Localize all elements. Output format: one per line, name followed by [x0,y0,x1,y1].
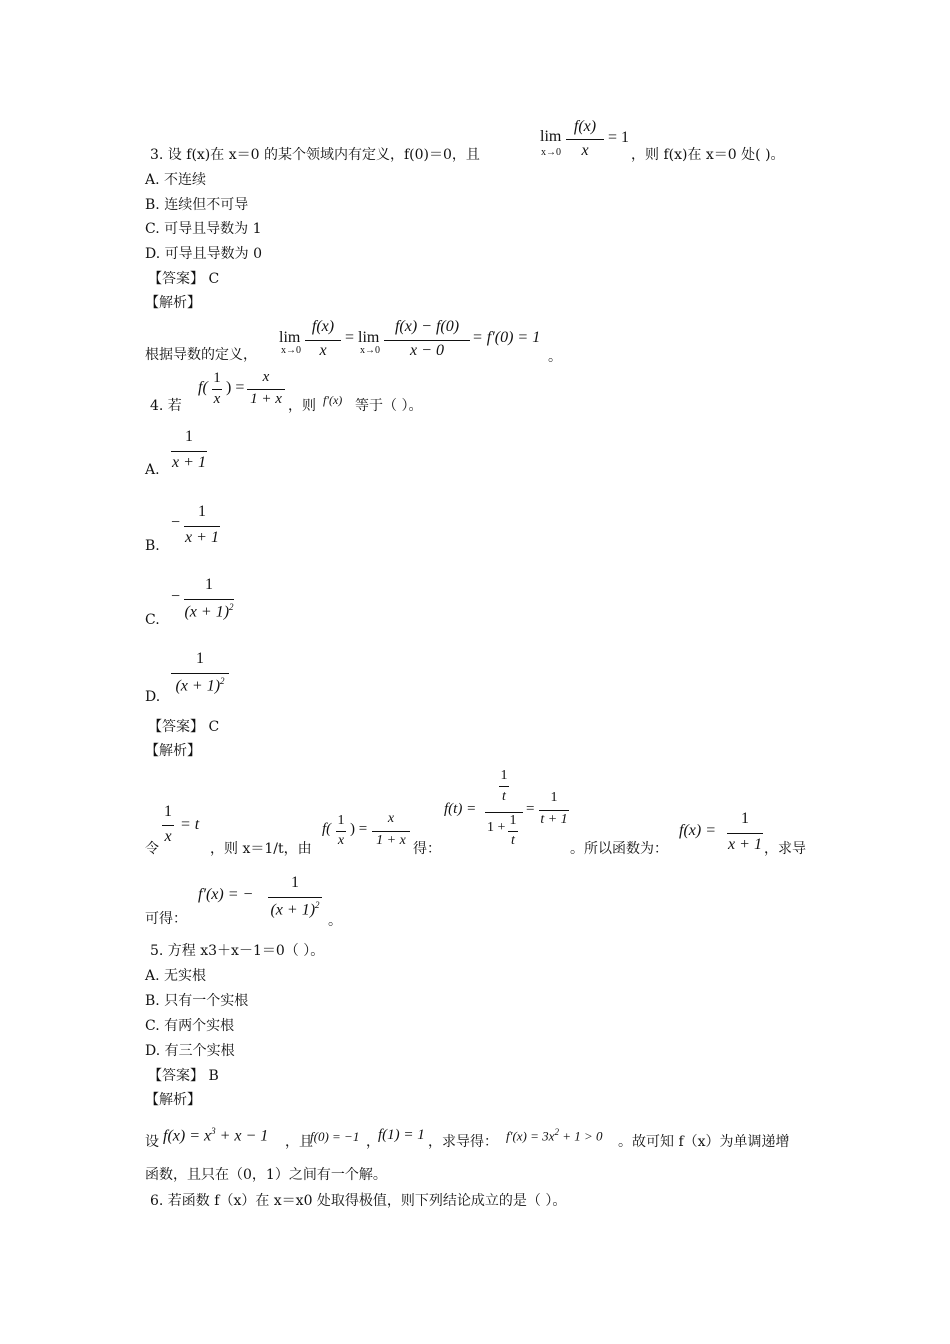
q5-option-b: B. 只有一个实根 [145,993,249,1009]
q4-stem-x: x [213,391,221,407]
q5-exp-f0: f(0) = −1 [310,1129,360,1144]
q4-option-a-den: x + 1 [172,454,206,471]
q4-exp-rnum: x [387,811,395,826]
q4-exp-x: x [164,828,172,845]
q3-cond-bar [566,139,604,140]
q3-answer: 【答案】 C [148,271,220,287]
q3-cond-lim: lim [540,128,562,145]
q3-stem-prefix: 3. 设 f(x)在 x＝0 的某个领域内有定义，f(0)＝0，且 [150,147,480,163]
q4-stem-close: ) = [226,379,245,396]
q4-option-a-bar [171,451,207,452]
q4-exp-mid4: ，求导 [764,841,806,857]
q4-exp-onep: 1 + [487,820,506,835]
q4-option-b-minus: − [171,514,181,531]
q4-option-d-exp: 2 [220,676,225,686]
q4-exp-fpx: f′(x) = − [198,886,254,903]
q4-option-d-bar [171,673,229,674]
q3-analysis-label: 【解析】 [145,295,201,311]
q4-stem-fprime: f′(x) [323,393,343,407]
q4-exp-mid2: 得： [413,841,441,857]
q4-exp-fx: f(x) = [679,822,716,839]
q4-stem-prefix: 4. 若 [150,398,182,414]
q3-cond-num: f(x) [573,118,597,135]
q5-option-a: A. 无实根 [145,968,207,984]
q3-stem-suffix: ，则 f(x)在 x＝0 处( )。 [631,147,785,163]
q5-exp-conc2: 函数，且只在（0，1）之间有一个解。 [145,1167,387,1183]
q4-ling: 令 [145,841,159,857]
q4-exp-den-bar [508,831,518,832]
q6-stem: 6. 若函数 f（x）在 x＝x0 处取得极值，则下列结论成立的是（ ）。 [150,1193,567,1209]
q3-option-d: D. 可导且导数为 0 [145,246,262,262]
q3-exp-num2: f(x) − f(0) [394,318,460,335]
q4-option-c-label: C. [145,612,160,628]
q5-answer: 【答案】 B [148,1068,219,1084]
q5-option-c: C. 有两个实根 [145,1018,235,1034]
q3-option-c: C. 可导且导数为 1 [145,221,262,237]
q4-exp-fpx-bar [268,897,322,898]
q4-stem-rnum: x [262,369,270,385]
q4-stem-bar2 [247,389,285,390]
q4-exp-teq: = t [180,816,200,833]
q5-option-d: D. 有三个实根 [145,1043,235,1059]
q4-option-c-num: 1 [205,576,213,593]
q4-exp-bar-t [162,825,174,826]
q4-exp-x2: x [337,833,345,848]
q3-exp-num1: f(x) [311,318,335,335]
q4-exp-fpx-den: $(x + 1)^2$ [270,900,320,919]
q4-exp-ft: f(t) = [444,801,477,817]
q4-exp-kede: 可得： [145,911,187,927]
q4-exp-fx-num: 1 [741,810,749,827]
q3-exp-suffix: 。 [548,349,562,365]
q4-exp-fpx-exp: 2 [315,900,320,910]
q4-option-b-bar [184,526,220,527]
q4-stem-bar1 [212,389,222,390]
q5-stem: 5. 方程 x3＋x－1＝0（ ）。 [150,943,325,959]
q4-option-c-den: $(x + 1)^2$ [184,602,234,621]
q4-option-d-label: D. [145,689,161,705]
q4-option-c-bar [184,599,234,600]
q3-option-b: B. 连续但不可导 [145,197,249,213]
q4-exp-fx-bar [727,833,763,834]
q3-exp-lim1: lim [279,329,301,346]
q4-exp-fpx-num: 1 [291,874,299,891]
q4-stem-mid: ，则 [288,398,316,414]
q4-exp-close: ) = [350,821,368,837]
q5-exp-fp: $f'(x) = 3x^2 + 1 > 0$ [506,1127,603,1144]
q3-exp-lim2: lim [358,329,380,346]
q5-analysis-label: 【解析】 [145,1092,201,1108]
q3-exp-den2: x − 0 [410,342,444,359]
q4-exp-bar3 [372,831,410,832]
q4-exp-inner-one: 1 [500,768,508,783]
q4-option-d-num: 1 [196,650,204,667]
q5-exp-conc1: 。故可知 f（x）为单调递增 [618,1134,790,1150]
q3-exp-sub1: x→0 [281,345,301,356]
q4-option-c-exp: 2 [229,602,234,612]
q4-answer: 【答案】 C [148,719,220,735]
q3-cond-sub: x→0 [541,147,561,158]
q3-exp-rhs: = f′(0) = 1 [472,329,541,346]
q3-cond-rhs: = 1 [608,129,630,146]
q4-exp-rbar [539,810,569,811]
q4-option-c-minus: − [171,588,181,605]
q4-exp-end: 。 [328,913,342,929]
q4-stem-f: f( [198,379,208,396]
q3-exp-sub2: x→0 [360,345,380,356]
q5-exp-and: ，且 [285,1134,313,1150]
q4-stem-suffix: 等于（ ）。 [355,398,423,414]
q5-exp-she: 设 [145,1134,159,1150]
q4-analysis-label: 【解析】 [145,743,201,759]
q4-stem-rden: 1 + x [250,391,282,407]
q4-option-b-den: x + 1 [185,529,219,546]
q4-exp-rden: 1 + x [376,833,406,848]
q5-exp-fx: $f(x) = x^3 + x - 1$ [163,1126,269,1145]
q3-exp-eq: = [345,329,355,346]
q4-option-b-label: B. [145,538,160,554]
q4-exp-bar2 [336,831,346,832]
q4-exp-teq2: = [526,801,535,817]
q4-stem-one: 1 [213,370,221,386]
q3-exp-bar1 [305,340,341,341]
q5-exp-qiu: ，求导得： [428,1134,498,1150]
q4-exp-inner-t: t [502,789,506,804]
q4-exp-one2: 1 [337,813,345,828]
q4-exp-rden2: t + 1 [540,812,568,827]
q3-cond-den: x [581,142,589,159]
q4-exp-mid3: 。所以函数为： [570,841,668,857]
q4-option-b-num: 1 [198,503,206,520]
q4-exp-inner-bar [499,786,509,787]
q4-option-a-label: A. [145,462,160,478]
q4-option-a-num: 1 [185,428,193,445]
q4-exp-den-one: 1 [509,813,517,828]
q5-exp-f1: f(1) = 1 [378,1127,425,1143]
q4-exp-den-t: t [511,833,515,848]
q4-exp-mid1: ，则 x＝1/t，由 [210,841,312,857]
q3-exp-den1: x [319,342,327,359]
q4-option-d-den: $(x + 1)^2$ [175,676,225,695]
q3-exp-bar2 [384,340,470,341]
q5-exp-fp-exp: 2 [554,1127,559,1137]
q5-exp-fx-exp: 3 [211,1126,216,1136]
q4-exp-f: f( [322,821,332,837]
q4-exp-fx-den: x + 1 [728,836,762,853]
q3-explanation-prefix: 根据导数的定义， [145,347,257,363]
q5-exp-comma: ， [366,1134,380,1150]
q4-exp-rone: 1 [550,790,558,805]
q4-exp-one: 1 [164,803,172,820]
q3-option-a: A. 不连续 [145,172,207,188]
